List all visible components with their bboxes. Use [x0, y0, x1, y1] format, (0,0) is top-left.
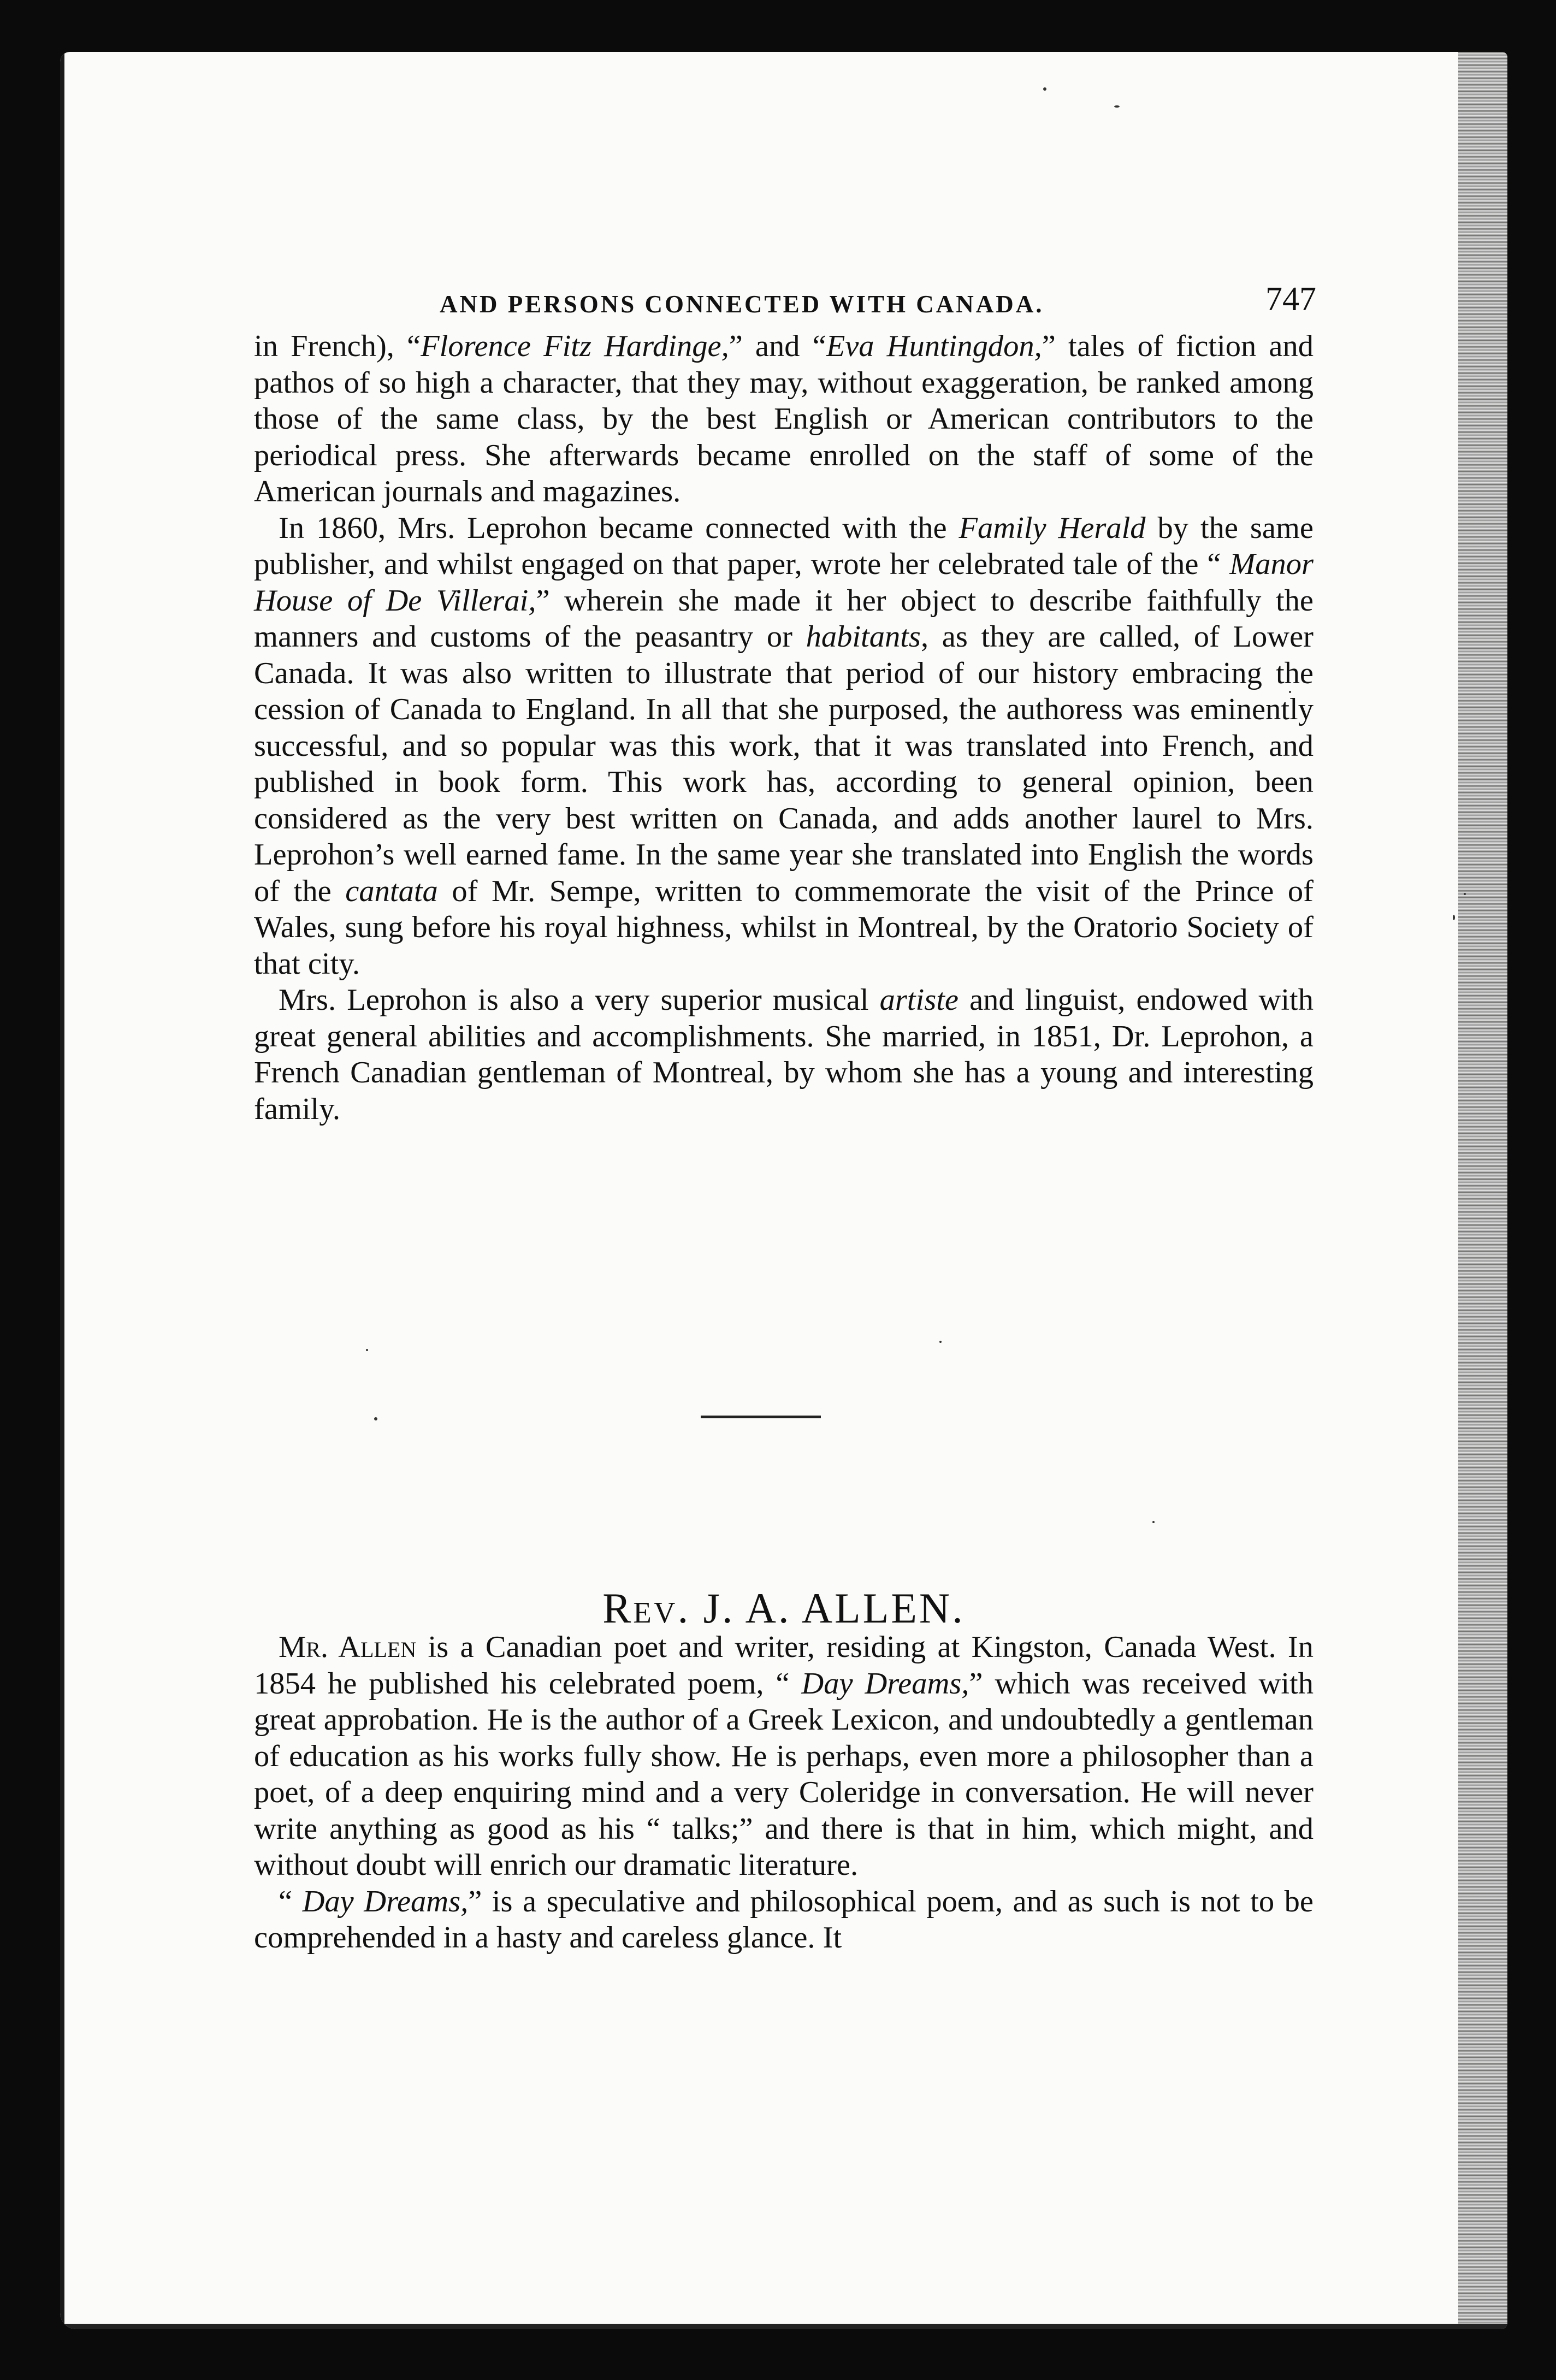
scan-speck: [374, 1417, 377, 1420]
text-run: by the same publisher, and whilst engaged on that paper, wrote her celebrated tale of the “: [254, 511, 1314, 581]
text-run: is a Canadian poet and writer, residing at Kingston, Canada West. In 1854 he published his celebrated poem, “: [254, 1630, 1314, 1701]
text-run: in French), “: [254, 329, 421, 363]
scanned-page: [60, 52, 1507, 2329]
page-right-edge: [1458, 52, 1507, 2329]
italic-title: Manor House of De Villerai,: [254, 547, 1314, 618]
scan-speck: [1453, 915, 1455, 920]
scan-speck: [1152, 1521, 1155, 1523]
italic-title: Eva Huntingdon,: [826, 329, 1042, 363]
section-separator-rule: [701, 1416, 821, 1418]
text-run: of Mr. Sempe, written to commemorate the visit of the Prince of Wales, sung before his royal highness, whilst in Montreal, by the Oratorio Society of that city.: [254, 874, 1314, 981]
scan-speck: [366, 1349, 368, 1351]
text-run: “: [279, 1884, 303, 1919]
text-run: ” is a speculative and philosophical poem, and as such is not to be comprehended in a hasty and careless glance. It: [254, 1884, 1314, 1955]
text-run: and linguist, endowed with great general abilities and accomplishments. She married, in 1851, Dr. Leprohon, a French Canadian gentleman of Montreal, by whom she has a young and interesting family.: [254, 983, 1314, 1126]
text-run: In 1860, Mrs. Leprohon became connected with the: [279, 511, 959, 545]
scan-speck: [1043, 87, 1046, 91]
italic-term: artiste: [879, 983, 959, 1017]
paragraph: [254, 510, 1314, 982]
page-number: 747: [1265, 281, 1316, 318]
lead-in-name: Mr. Allen: [279, 1630, 417, 1664]
italic-title: Day Dreams,: [302, 1884, 469, 1919]
section-heading: Rev. J. A. ALLEN.: [602, 1584, 965, 1632]
text-run: ” which was received with great approbation. He is the author of a Greek Lexicon, and undoubtedly a gentleman of education as his works fully show. He is perhaps, even more a philosopher than a poet, of a deep enquiring mind and a very Coleridge in conversation. He will never write anything as good as his “ talks;” and there is that in him, which might, and without doubt will enrich our dramatic literature.: [254, 1666, 1314, 1882]
text-run: ” wherein she made it her object to describe faithfully the manners and customs of the peasantry or: [254, 583, 1314, 654]
scan-speck: [1114, 105, 1120, 108]
text-run: , as they are called, of Lower Canada. It was also written to illustrate that period of our history embracing the cession of Canada to England. In all that she purposed, the authoress was eminently successful, and so popular was this work, that it was translated into French, and published in book form. This work has, according to general opinion, been considered as the very best written on Canada, and adds another laurel to Mrs. Leprohon’s well earned fame. In the same year she translated into English the words of the: [254, 620, 1314, 908]
page-left-edge: [60, 52, 64, 2329]
italic-title: Day Dreams,: [801, 1666, 969, 1701]
text-run: ” tales of fiction and pathos of so high a character, that they may, without exaggeration, be ranked among those of the same class, by the best English or American contributors to the periodical press. She afterwards became enrolled on the staff of some of the American journals and magazines.: [254, 329, 1314, 508]
italic-term: cantata: [345, 874, 438, 908]
italic-title: Florence Fitz Hardinge,: [421, 329, 729, 363]
text-run: ” and “: [729, 329, 826, 363]
leprohon-biography-text: [254, 328, 1314, 1127]
italic-title: Family Herald: [959, 511, 1146, 545]
italic-term: habitants: [806, 620, 921, 654]
paragraph: [254, 1629, 1314, 1884]
running-head: [249, 270, 1316, 319]
running-title: AND PERSONS CONNECTED WITH CANADA.: [440, 291, 1044, 318]
page-bottom-edge: [60, 2324, 1507, 2329]
paragraph: [254, 1884, 1314, 1956]
allen-biography-text: [254, 1629, 1314, 1956]
scan-speck: [1464, 893, 1466, 895]
text-run: Mrs. Leprohon is also a very superior musical: [279, 983, 880, 1017]
paragraph: [254, 982, 1314, 1127]
scan-speck: [939, 1341, 942, 1343]
paragraph: [254, 328, 1314, 510]
